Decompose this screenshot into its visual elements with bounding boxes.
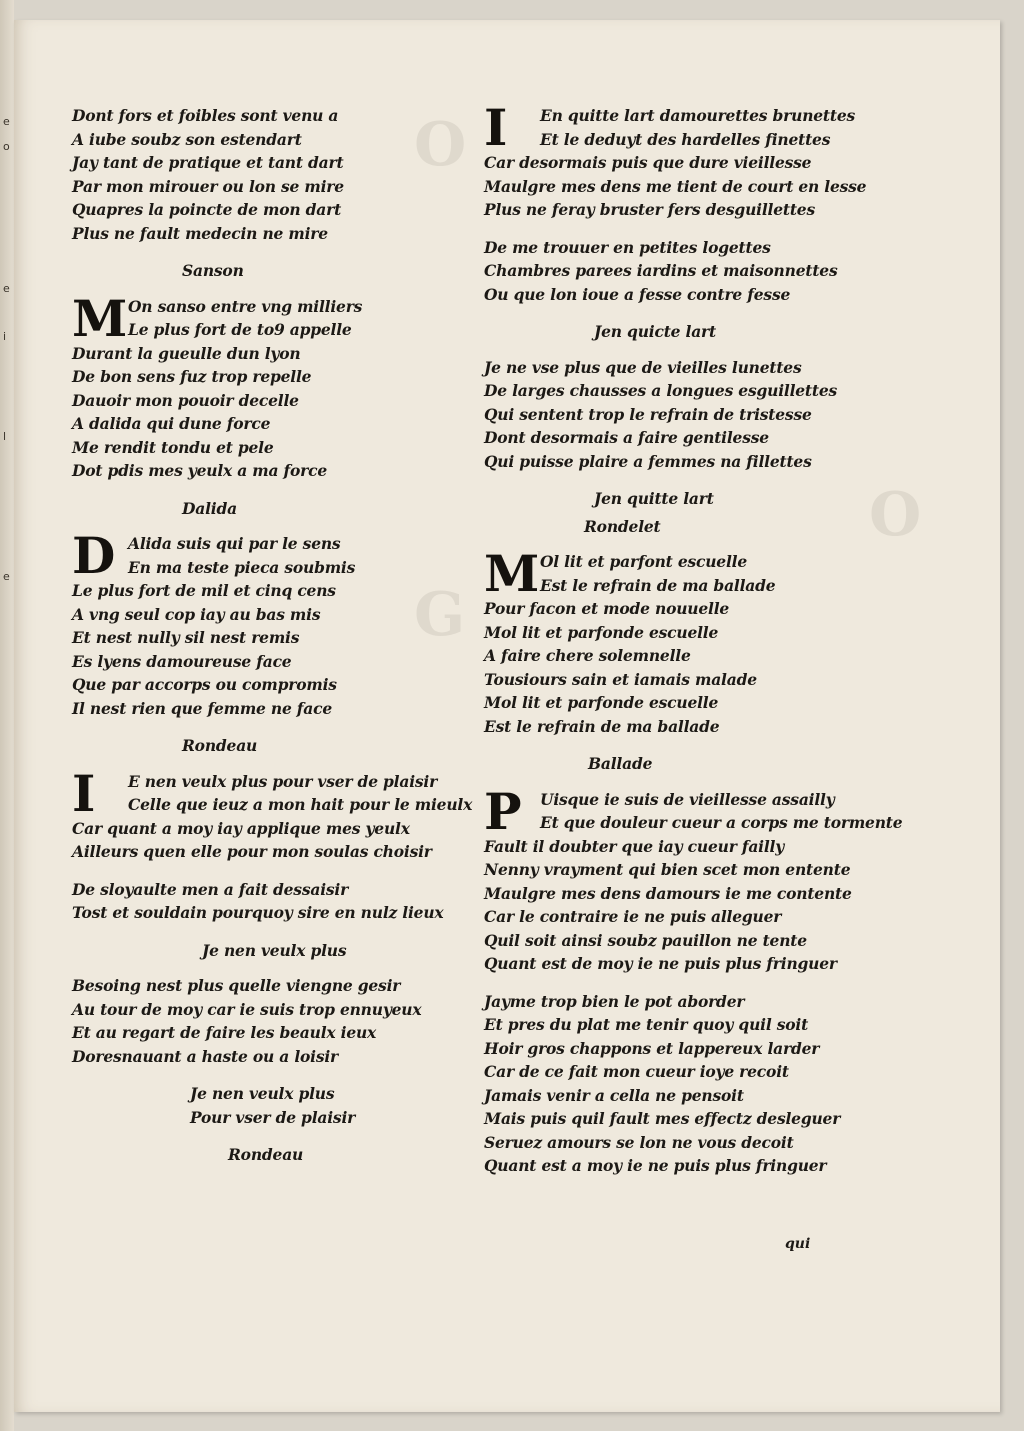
verse-line: Es lyens damoureuse face <box>72 651 292 671</box>
verse-line: Fault il doubter que iay cueur failly <box>484 836 785 856</box>
verse-line: Pour facon et mode nouuelle <box>484 599 730 618</box>
verse-line: Je ne vse plus que de vieilles lunettes <box>484 357 802 377</box>
verse-line: Qui puisse plaire a femmes na fillettes <box>484 451 812 471</box>
verse-line: A dalida qui dune force <box>72 414 271 433</box>
left-column <box>72 104 492 1179</box>
verse-line: Et au regart de faire les beaulx ieux <box>72 1023 377 1042</box>
verse-line: De larges chausses a longues esguillettes <box>484 381 838 400</box>
verse-line: Jayme trop bien le pot aborder <box>484 991 745 1011</box>
drop-capital: I <box>72 763 96 823</box>
verse-line: Quil soit ainsi soubz pauillon ne tente <box>484 930 807 950</box>
opening-stanza <box>72 104 492 245</box>
catchword: qui <box>785 1236 811 1252</box>
refrain-line: Je nen veulx plus <box>190 1084 335 1103</box>
verse-line: Alida suis qui par le sens <box>128 534 341 553</box>
drop-capital: M <box>72 288 128 348</box>
verse-line: Besoing nest plus quelle viengne gesir <box>72 976 401 995</box>
verse-line: Qui sentent trop le refrain de tristesse <box>484 404 812 424</box>
stanza-rondelet <box>484 544 904 738</box>
drop-capital: M <box>484 544 540 603</box>
margin-mark: e <box>3 282 10 295</box>
verse-line: Jamais venir a cella ne pensoit <box>484 1085 744 1105</box>
refrain-line: Jen quicte lart <box>594 322 716 341</box>
verse-line: Maulgre mes dens damours ie me contente <box>484 883 852 903</box>
verse-line: Quant est a moy ie ne puis plus fringuer <box>484 1156 827 1175</box>
stanza-ballade-1 <box>484 781 904 976</box>
verse-line: Uisque ie suis de vieillesse assailly <box>540 789 835 809</box>
verse-line: Plus ne feray bruster fers desguillettes <box>484 200 815 219</box>
verse-line: Il nest rien que femme ne face <box>72 698 333 718</box>
verse-line: Plus ne fault medecin ne mire <box>72 223 328 243</box>
margin-mark: e <box>3 115 10 128</box>
verse-line: Jay tant de pratique et tant dart <box>72 153 344 172</box>
verse-line: E nen veulx plus pour vser de plaisir <box>128 771 438 791</box>
verse-line: Ailleurs quen elle pour mon soulas choisir <box>72 842 432 861</box>
verse-line: Par mon mirouer ou lon se mire <box>72 176 344 196</box>
right-column <box>484 98 904 1192</box>
verse-line: Est le refrain de ma ballade <box>484 716 720 736</box>
verse-line: Me rendit tondu et pele <box>72 437 274 457</box>
bleed-through-mark: O <box>414 110 467 180</box>
verse-line: On sanso entre vng milliers <box>128 296 363 316</box>
margin-mark: l <box>3 430 7 443</box>
verse-line: Nenny vrayment qui bien scet mon entente <box>484 860 851 879</box>
verse-line: De sloyaulte men a fait dessaisir <box>72 879 349 899</box>
verse-line: Car de ce fait mon cueur ioye recoit <box>484 1062 789 1081</box>
stanza-sanson <box>72 288 492 483</box>
verse-line: Le plus fort de to9 appelle <box>128 320 352 339</box>
verse-line: Dot pdis mes yeulx a ma force <box>72 461 328 480</box>
verse-line: Mol lit et parfonde escuelle <box>484 693 719 712</box>
verse-line: Est le refrain de ma ballade <box>540 575 776 595</box>
verse-line: Car desormais puis que dure vieillesse <box>484 153 812 172</box>
stanza-rondeau-2 <box>72 878 492 925</box>
section-heading-ballade: Ballade <box>588 754 653 773</box>
drop-capital: D <box>72 526 116 585</box>
verse-line: Mol lit et parfonde escuelle <box>484 622 719 642</box>
section-heading-sanson: Sanson <box>182 261 244 280</box>
verse-line: En ma teste pieca soubmis <box>128 557 356 577</box>
margin-mark: i <box>3 330 7 343</box>
verse-line: Hoir gros chappons et lappereux larder <box>484 1038 820 1058</box>
verse-line: Et nest nully sil nest remis <box>72 628 300 647</box>
verse-line: Car quant a moy iay applique mes yeulx <box>72 818 410 838</box>
verse-line: Que par accorps ou compromis <box>72 675 337 694</box>
verse-line: Durant la gueulle dun lyon <box>72 343 301 363</box>
facing-page-edge <box>0 0 14 1431</box>
verse-line: Au tour de moy car ie suis trop ennuyeux <box>72 999 422 1019</box>
stanza-dalida <box>72 526 492 720</box>
verse-line: Et que douleur cueur a corps me tormente <box>540 813 903 832</box>
verse-line: Et pres du plat me tenir quoy quil soit <box>484 1015 809 1034</box>
verse-line: De bon sens fuz trop repelle <box>72 367 312 386</box>
stanza-ballade-2 <box>484 990 904 1178</box>
margin-mark: o <box>3 140 10 153</box>
verse-line: Chambres parees iardins et maisonnettes <box>484 261 838 280</box>
verse-line: De me trouuer en petites logettes <box>484 237 771 257</box>
bleed-through-mark: G <box>414 580 466 650</box>
verse-line: Celle que ieuz a mon hait pour le mieulx <box>128 795 473 814</box>
verse-line: Dauoir mon pouoir decelle <box>72 390 299 410</box>
verse-line: Car le contraire ie ne puis alleguer <box>484 907 782 926</box>
verse-line: Tost et souldain pourquoy sire en nulz lieux <box>72 903 444 922</box>
margin-mark: e <box>3 570 10 583</box>
verse-line: Ou que lon ioue a fesse contre fesse <box>484 284 791 304</box>
stanza-rondeau-3 <box>72 974 492 1068</box>
verse-line: Ol lit et parfont escuelle <box>540 552 748 571</box>
verse-line: Le plus fort de mil et cinq cens <box>72 581 336 600</box>
stanza-rondeau-1 <box>72 763 492 864</box>
verse-line: Mais puis quil fault mes effectz desleguer <box>484 1109 841 1128</box>
bleed-through-mark: O <box>869 480 922 550</box>
verse-line: Maulgre mes dens me tient de court en lesse <box>484 176 867 196</box>
stanza-lart-3 <box>484 356 904 474</box>
stanza-lart-1 <box>484 98 904 222</box>
verse-line: Quant est de moy ie ne puis plus fringuer <box>484 954 837 973</box>
stanza-lart-2 <box>484 236 904 307</box>
section-heading-rondeau-next: Rondeau <box>228 1145 304 1164</box>
verse-line: Doresnauant a haste ou a loisir <box>72 1046 339 1066</box>
section-heading-rondelet: Rondelet <box>584 516 661 536</box>
verse-line: Tousiours sain et iamais malade <box>484 669 757 689</box>
verse-line: Dont fors et foibles sont venu a <box>72 106 339 125</box>
verse-line: A vng seul cop iay au bas mis <box>72 604 321 624</box>
verse-line: Quapres la poincte de mon dart <box>72 200 342 219</box>
refrain-line: Jen quitte lart <box>594 489 714 508</box>
refrain-line: Pour vser de plaisir <box>190 1107 356 1127</box>
verse-line: A iube soubz son estendart <box>72 129 302 149</box>
verse-line: Seruez amours se lon ne vous decoit <box>484 1132 794 1152</box>
drop-capital: P <box>484 781 522 841</box>
refrain-line: Je nen veulx plus <box>202 940 347 960</box>
section-heading-rondeau: Rondeau <box>182 736 258 755</box>
verse-line: A faire chere solemnelle <box>484 646 691 665</box>
verse-line: Dont desormais a faire gentilesse <box>484 428 769 447</box>
verse-line: En quitte lart damourettes brunettes <box>540 106 856 125</box>
drop-capital: I <box>484 98 508 157</box>
verse-line: Et le deduyt des hardelles finettes <box>540 129 831 149</box>
section-heading-dalida: Dalida <box>182 498 237 518</box>
